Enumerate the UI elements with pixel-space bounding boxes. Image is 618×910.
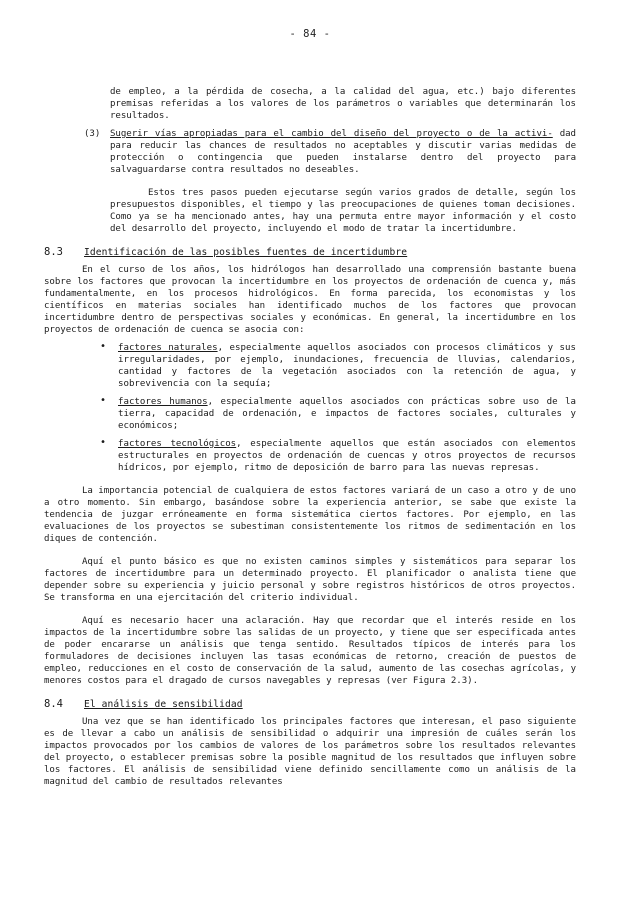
paragraph-basic-point: Aquí el punto básico es que no existen caminos simples y sistemáticos para separar los factores de incertidumbre para un determinado proyecto. El planificador o analista tiene que depender sobre su experiencia y juicio personal y sobre registros históricos de otros proyectos. Se transforma en una ejercitación del criterio individual. (44, 557, 576, 603)
list-item-lead: factores naturales (118, 343, 218, 353)
section-title: Identificación de las posibles fuentes de incertidumbre (84, 247, 408, 258)
section-heading-8-4 (44, 698, 576, 710)
section-number: 8.3 (44, 246, 63, 258)
page-number: - 84 - (289, 28, 331, 40)
list-item-lead: factores tecnológicos (118, 439, 237, 449)
paragraph-steps: Estos tres pasos pueden ejecutarse según varios grados de detalle, según los presupuestos disponibles, el tiempo y las preocupaciones de quienes toman decisiones. Como ya se ha mencionado antes, hay una permuta entre mayor información y el costo del desarrollo del proyecto, incluyendo el modo de tratar la incertidumbre. (110, 188, 576, 234)
paragraph-intro: de empleo, a la pérdida de cosecha, a la calidad del agua, etc.) bajo diferentes premisas referidas a los valores de los parámetros o variables que determinarán los resultados. (110, 87, 576, 121)
paragraph-hydrologists: En el curso de los años, los hidrólogos han desarrollado una comprensión bastante buena sobre los factores que provocan la incertidumbre en los proyectos de ordenación de cuenca y, más fundamentalmente, en los procesos hidrológicos. En forma parecida, los economistas y los científicos en materias sociales han identificado muchos de los factores que provocan incertidumbre dentro de perspectivas sociales y económicas. En general, la incertidumbre en los proyectos de ordenación de cuenca se asocia con: (44, 265, 576, 335)
list-item-text: , especialmente aquellos asociados con procesos climáticos y sus irregularidades, por ejemplo, inundaciones, frecuencia de lluvias, calendarios, cantidad y factores de la vegetación asociados con la retención de agua, y sobrevivencia con la sequía; (118, 343, 576, 389)
section-number: 8.4 (44, 698, 63, 710)
list-item (96, 396, 576, 432)
list-item (96, 342, 576, 390)
numbered-item-marker: (3) (84, 129, 101, 139)
numbered-item-text: dad para reducir las chances de resultados no aceptables y discutir varias medidas de protección o contingencia que pueden instalarse dentro del proyecto para salvaguardarse contra resultados no deseables. (110, 129, 576, 175)
numbered-item-3 (84, 128, 576, 176)
section-title: El análisis de sensibilidad (84, 699, 243, 710)
paragraph-sensitivity: Una vez que se han identificado los principales factores que interesan, el paso siguiente es de llevar a cabo un análisis de sensibilidad o adquirir una impresión de cuáles serán los impactos provocados por los cambios de valores de los parámetros sobre los resultados relevantes del proyecto, o establecer premisas sobre la posible magnitud de los resultados que influyen sobre los factores. El análisis de sensibilidad viene definido sencillamente como un análisis de la magnitud del cambio de resultados relevantes (44, 717, 576, 787)
list-item-text: , especialmente aquellos asociados con prácticas sobre uso de la tierra, capacidad de ordenación, e impactos de factores sociales, culturales y económicos; (118, 397, 576, 431)
list-item (96, 438, 576, 474)
bullet-dot-icon: • (100, 395, 107, 406)
list-item-lead: factores humanos (118, 397, 208, 407)
paragraph-clarification: Aquí es necesario hacer una aclaración. Hay que recordar que el interés reside en los impactos de la incertidumbre sobre las salidas de un proyecto, y tiene que ser especificada antes de poder encararse un análisis que tenga sentido. Resultados típicos de interés para los formuladores de decisiones incluyen las tasas económicas de retorno, creación de puestos de empleo, reducciones en el costo de conservación de la salud, aumento de las cosechas agrícolas, y menores costos para el dragado de cursos navegables y represas (ver Figura 2.3). (44, 616, 576, 686)
numbered-item-underlined-text: Sugerir vías apropiadas para el cambio del diseño del proyecto o de la activi- (110, 129, 553, 139)
bullet-dot-icon: • (100, 437, 107, 448)
bullet-dot-icon: • (100, 341, 107, 352)
list-item-text: , especialmente aquellos que están asociados con elementos estructurales en proyectos de ordenación de cuencas y otros proyectos de recursos hídricos, por ejemplo, ritmo de deposición de barro para las nuevas represas. (118, 439, 577, 473)
section-heading-8-3 (44, 246, 576, 258)
paragraph-importance: La importancia potencial de cualquiera de estos factores variará de un caso a otro y de uno a otro momento. Sin embargo, basándose sobre la experiencia anterior, se sabe que existe la tendencia de juzgar erróneamente en forma sistemática ciertos factores. Por ejemplo, en las evaluaciones de los proyectos se subestiman consistentemente los ritmos de sedimentación en los diques de contención. (44, 486, 576, 544)
bullet-list (96, 342, 576, 474)
